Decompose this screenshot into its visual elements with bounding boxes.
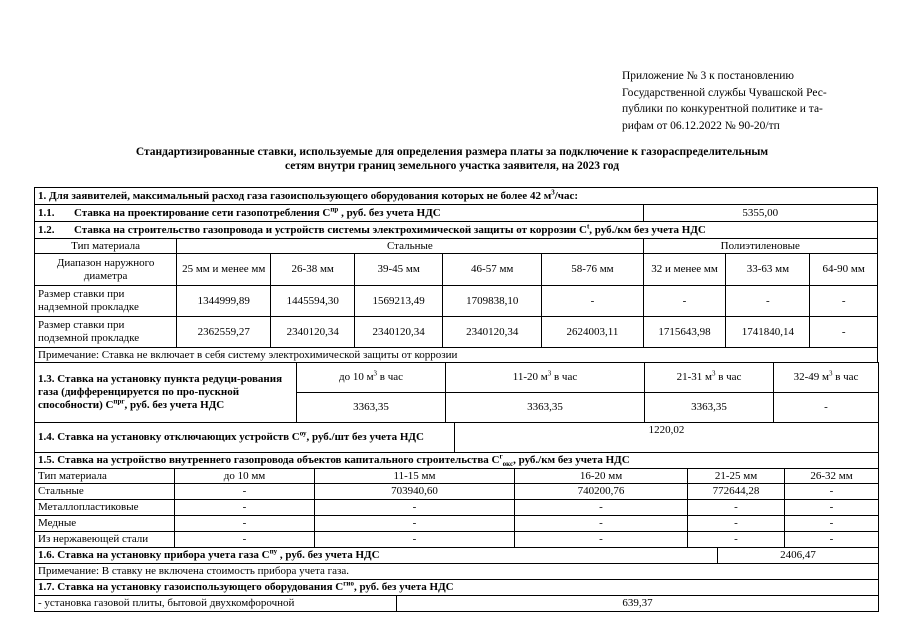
rates-table-1-3 <box>34 362 879 423</box>
table-row <box>35 286 878 317</box>
throughput-header: 11-20 $м^3$ в час <box>446 363 645 393</box>
rate-cell: 1741840,14 <box>726 317 810 348</box>
appendix-line: рифам от 06.12.2022 № 90-20/тп <box>622 119 780 132</box>
rate-cell: - <box>785 516 879 532</box>
section-1-heading: 1. Для заявителей, максимальный расход газа газоиспользующего оборудования которых не более 42 $м^3$/час: <box>35 188 878 205</box>
table-row <box>35 484 879 500</box>
diameter-cell: 32 и менее мм <box>643 254 726 286</box>
rate-1-2-label: 1.2. Ставка на строительство газопровода и устройств системы электрохимической защиты от коррозии $С^t$, руб./км без учета НДС <box>35 222 878 239</box>
diameter-cell: 33-63 мм <box>726 254 810 286</box>
throughput-header: 32-49 $м^3$ в час <box>774 363 879 393</box>
rates-table-1-2 <box>34 187 878 363</box>
rate-cell: 2340120,34 <box>271 317 355 348</box>
diameter-cell: 58-76 мм <box>542 254 643 286</box>
rates-table-1-4 <box>34 422 879 453</box>
rate-cell: - <box>542 286 643 317</box>
steel-header: Стальные <box>177 239 643 254</box>
throughput-header: до 10 $м^3$ в час <box>297 363 446 393</box>
rate-cell: - <box>785 500 879 516</box>
rate-1-7-item: - установка газовой плиты, бытовой двухкомфорочной <box>35 596 397 612</box>
rate-cell: 1569213,49 <box>355 286 443 317</box>
diameter-cell: 26-38 мм <box>271 254 355 286</box>
rate-cell: - <box>175 500 315 516</box>
diameter-range-header: Диапазон наружного диаметра <box>35 254 177 286</box>
diameter-cell: 39-45 мм <box>355 254 443 286</box>
poly-header: Полиэтиленовые <box>643 239 877 254</box>
rate-1-6-value: 2406,47 <box>718 548 879 564</box>
diameter-cell: 64-90 мм <box>810 254 878 286</box>
rate-cell: - <box>315 500 515 516</box>
rate-cell: - <box>175 484 315 500</box>
rate-cell: - <box>515 516 688 532</box>
table-row <box>35 317 878 348</box>
note-1-2: Примечание: Ставка не включает в себя систему электрохимической защиты от коррозии <box>35 348 878 363</box>
rate-cell: - <box>726 286 810 317</box>
rate-cell: - <box>688 532 785 548</box>
material-type-header: Тип материала <box>35 469 175 484</box>
rate-cell: - <box>175 532 315 548</box>
table-row <box>35 516 879 532</box>
title-line: сетям внутри границ земельного участка заявителя, на 2023 год <box>284 160 620 172</box>
rate-1-4-label: 1.4. Ставка на установку отключающих устройств $С^{оу}$, руб./шт без учета НДС <box>35 423 455 453</box>
rate-cell: - <box>688 516 785 532</box>
rates-table-1-5 <box>34 452 879 548</box>
rate-1-1-label: 1.1. Ставка на проектирование сети газопотребления $С^{пр}$ , руб. без учета НДС <box>35 205 644 222</box>
rate-cell: 3363,35 <box>645 393 774 423</box>
throughput-header: 21-31 $м^3$ в час <box>645 363 774 393</box>
rate-1-3-label: 1.3. Ставка на установку пункта редуци-рования газа (дифференцируется по про-пускной способности) $С^{прг}$, руб. без учета НДС <box>35 363 297 423</box>
rate-cell: - <box>785 532 879 548</box>
rate-cell: 1445594,30 <box>271 286 355 317</box>
row-label: Из нержавеющей стали <box>35 532 175 548</box>
row-label: Размер ставки при надземной прокладке <box>35 286 177 317</box>
rate-cell: - <box>810 286 878 317</box>
row-label: Медные <box>35 516 175 532</box>
range-header: 16-20 мм <box>515 469 688 484</box>
rate-cell: 2340120,34 <box>355 317 443 348</box>
rate-cell: 2340120,34 <box>443 317 542 348</box>
rate-cell: 1715643,98 <box>643 317 726 348</box>
range-header: 21-25 мм <box>688 469 785 484</box>
diameter-cell: 25 мм и менее мм <box>177 254 271 286</box>
range-header: 26-32 мм <box>785 469 879 484</box>
rate-cell: 3363,35 <box>297 393 446 423</box>
rate-cell: 1344999,89 <box>177 286 271 317</box>
material-type-header: Тип материала <box>35 239 177 254</box>
appendix-line: Приложение № 3 к постановлению <box>622 70 795 82</box>
diameter-cell: 46-57 мм <box>443 254 542 286</box>
rate-cell: 1709838,10 <box>443 286 542 317</box>
appendix-line: Государственной службы Чувашской Рес- <box>622 86 827 99</box>
rates-table-1-6 <box>34 547 879 580</box>
rate-1-1-value: 5355,00 <box>643 205 877 222</box>
rate-cell: - <box>810 317 878 348</box>
rate-cell: - <box>774 393 879 423</box>
rates-document <box>34 187 878 612</box>
rate-cell: - <box>785 484 879 500</box>
rate-1-6-label: 1.6. Ставка на установку прибора учета газа $С^{пу}$ , руб. без учета НДС <box>35 548 718 564</box>
table-row <box>35 532 879 548</box>
rate-1-5-label: 1.5. Ставка на устройство внутреннего газопровода объектов капитального строительства $С^г_{окс}$, руб./км без учета НДС <box>35 453 879 469</box>
rate-cell: 2624003,11 <box>542 317 643 348</box>
note-1-6: Примечание: В ставку не включена стоимость прибора учета газа. <box>35 564 879 580</box>
row-label: Металлопластиковые <box>35 500 175 516</box>
appendix-line: публики по конкурентной политике и та- <box>622 103 823 115</box>
rate-cell: 2362559,27 <box>177 317 271 348</box>
row-label: Стальные <box>35 484 175 500</box>
rate-cell: - <box>175 516 315 532</box>
rate-cell: 740200,76 <box>515 484 688 500</box>
rates-table-1-7 <box>34 579 879 612</box>
rate-cell: 703940,60 <box>315 484 515 500</box>
rate-1-4-value: 1220,02 <box>455 423 879 453</box>
rate-cell: - <box>315 516 515 532</box>
row-label: Размер ставки при подземной прокладке <box>35 317 177 348</box>
range-header: 11-15 мм <box>315 469 515 484</box>
rate-cell: - <box>688 500 785 516</box>
rate-cell: 3363,35 <box>446 393 645 423</box>
appendix-note <box>622 68 867 134</box>
rate-1-7-value: 639,37 <box>397 596 879 612</box>
rate-cell: - <box>315 532 515 548</box>
table-row <box>35 500 879 516</box>
rate-cell: - <box>643 286 726 317</box>
rate-cell: 772644,28 <box>688 484 785 500</box>
range-header: до 10 мм <box>175 469 315 484</box>
rate-1-7-label: 1.7. Ставка на установку газоиспользующего оборудования $С^{гио}$, руб. без учета НДС <box>35 580 879 596</box>
rate-cell: - <box>515 500 688 516</box>
rate-cell: - <box>515 532 688 548</box>
document-title <box>60 145 844 173</box>
title-line: Стандартизированные ставки, используемые для определения размера платы за подключение к газораспределительным <box>135 146 769 158</box>
